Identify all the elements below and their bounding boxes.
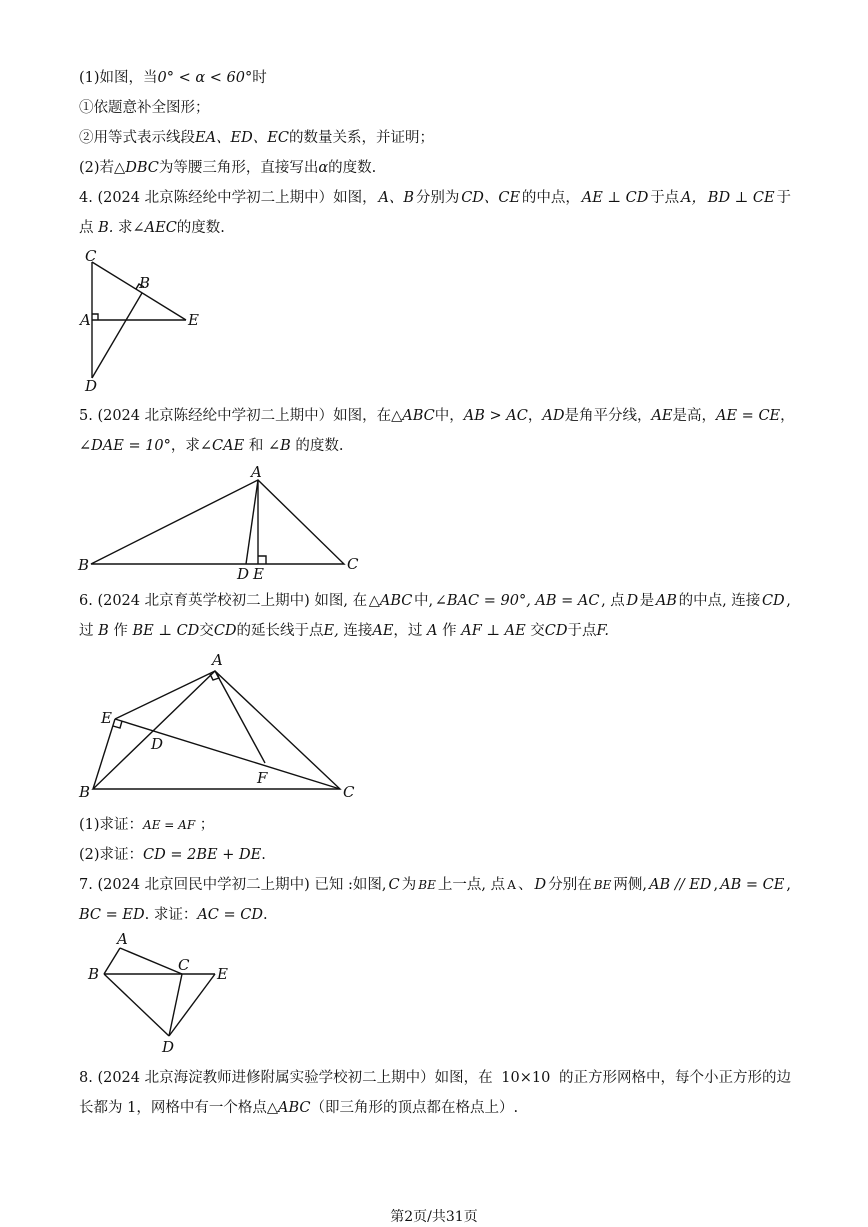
q5-figure	[75, 460, 370, 585]
math: AB // ED	[649, 877, 712, 893]
text: 作	[113, 623, 128, 639]
label-B: B	[88, 965, 100, 983]
math-segments: EA、ED、EC	[195, 130, 289, 146]
text: (2)求证：	[79, 847, 144, 863]
text: 7. (2024 北京回民中学初二上期中) 已知 :如图,	[79, 877, 387, 893]
segment-AF	[215, 671, 265, 763]
math-range: 0° < α < 60°	[157, 70, 253, 86]
text: ①依题意补全图形；	[79, 100, 210, 116]
math: BD ⊥ CE	[707, 190, 775, 206]
q6-figure	[75, 646, 365, 806]
label-A: A	[117, 930, 128, 948]
text: 8. (2024 北京海淀教师进修附属实验学校初二上期中）如图，在	[79, 1070, 493, 1086]
math: AC = CD	[197, 907, 263, 923]
text: .	[261, 847, 266, 863]
segment-AC	[120, 948, 182, 974]
q6-part2	[79, 845, 266, 865]
math: B.	[98, 220, 114, 236]
q4-line2	[79, 218, 225, 238]
text: 交	[199, 623, 214, 639]
math: F.	[596, 623, 609, 639]
text: 于点	[567, 623, 597, 639]
text: 分别在	[548, 877, 592, 893]
label-A: A	[251, 463, 262, 481]
text: ，求	[170, 438, 200, 454]
text: 、	[517, 877, 533, 893]
q6-line1	[79, 591, 791, 611]
text: ,	[786, 877, 791, 893]
math: AE ⊥ CD	[581, 190, 649, 206]
text: 的度数.	[295, 438, 344, 454]
segment-AB	[104, 948, 120, 974]
text: 的中点，	[521, 190, 580, 206]
q7-line1	[79, 875, 791, 895]
text: （即三角形的顶点都在格点上）.	[310, 1100, 519, 1116]
segment-EC	[115, 719, 340, 789]
text: 中，	[434, 408, 464, 424]
math: A	[507, 878, 516, 892]
text: 作	[442, 623, 457, 639]
text: 连接	[343, 623, 373, 639]
math: ∠CAE	[199, 438, 245, 454]
text: 于	[776, 190, 791, 206]
math: BE	[593, 878, 612, 892]
right-angle-mark-E	[258, 556, 266, 564]
math: CD	[761, 593, 785, 609]
math: A、B	[378, 190, 415, 206]
label-A: A	[212, 651, 223, 669]
math: AB = CE	[720, 877, 785, 893]
math: D	[534, 877, 547, 893]
part1-line	[79, 68, 267, 88]
text: 中,	[414, 593, 434, 609]
text: 长都为 1，网格中有一个格点	[79, 1100, 267, 1116]
text: , 点	[601, 593, 625, 609]
math: D	[626, 593, 639, 609]
label-E: E	[217, 965, 228, 983]
q7-figure	[80, 928, 240, 1058]
text: ，	[780, 408, 795, 424]
text: 的数量关系，并证明；	[288, 130, 434, 146]
text: 是角平分线，	[564, 408, 652, 424]
math: AE	[651, 408, 673, 424]
label-F: F	[257, 769, 268, 787]
text: ②用等式表示线段	[79, 130, 195, 146]
text: 交	[530, 623, 545, 639]
label-E: E	[188, 311, 199, 329]
q5-line1	[79, 406, 795, 426]
math: △ABC	[266, 1100, 311, 1116]
label-B: B	[78, 556, 90, 574]
math: C	[388, 877, 400, 893]
text: 为等腰三角形，直接写出	[158, 160, 319, 176]
label-E: E	[101, 709, 112, 727]
math: AE	[372, 623, 394, 639]
math: AD	[542, 408, 565, 424]
text: 求	[117, 220, 133, 236]
text: 于点	[650, 190, 680, 206]
text: ，	[527, 408, 543, 424]
part2-line	[79, 158, 376, 178]
text: 过	[79, 623, 94, 639]
label-D: D	[85, 377, 98, 395]
text: 的度数.	[328, 160, 377, 176]
q8-line2	[79, 1098, 518, 1118]
math: CD	[213, 623, 237, 639]
text: 分别为	[415, 190, 460, 206]
part1-step2	[79, 128, 434, 148]
label-E: E	[253, 565, 264, 583]
math: B	[98, 623, 109, 639]
math: 10×10	[501, 1070, 551, 1086]
math-triangle: △DBC	[114, 160, 159, 176]
text: ；	[199, 817, 215, 833]
text: 的中点, 连接	[678, 593, 761, 609]
text: 为	[401, 877, 417, 893]
text: 6. (2024 北京育英学校初二上期中) 如图, 在	[79, 593, 368, 609]
segment-AD	[246, 480, 258, 564]
math: △ABC	[368, 593, 413, 609]
text: 5. (2024 北京陈经纶中学初二上期中）如图，在	[79, 408, 392, 424]
text: (2)若	[79, 160, 115, 176]
text: 4. (2024 北京陈经纶中学初二上期中）如图，	[79, 190, 377, 206]
q6-part1	[79, 815, 214, 835]
math: ∠BAC = 90°, AB = AC	[434, 593, 600, 609]
q7-line2	[79, 905, 268, 925]
q4-figure	[75, 245, 220, 395]
math: A	[427, 623, 438, 639]
part1-step1	[79, 98, 210, 118]
text: (1)如图，当	[79, 70, 158, 86]
text: (1)求证：	[79, 817, 144, 833]
math: ∠B	[267, 438, 291, 454]
math-alpha: α	[318, 160, 329, 176]
label-D: D	[151, 735, 164, 753]
label-C: C	[85, 247, 97, 265]
text: 是高，	[672, 408, 717, 424]
math: △ABC	[391, 408, 435, 424]
text: ，过	[393, 623, 423, 639]
q8-line1	[79, 1068, 791, 1088]
math: AB > AC	[463, 408, 528, 424]
math: CD = 2BE + DE	[143, 847, 262, 863]
text: ,	[713, 877, 719, 893]
math: A，	[681, 190, 706, 206]
math: AE = AF	[143, 818, 196, 832]
segment-AE	[115, 671, 215, 719]
text: 两侧,	[613, 877, 648, 893]
label-C: C	[343, 783, 355, 801]
math: ∠DAE = 10°	[79, 438, 171, 454]
text: 时	[252, 70, 267, 86]
text: 上一点, 点	[437, 877, 506, 893]
label-D: D	[237, 565, 250, 583]
math: AE = CE	[716, 408, 781, 424]
q5-line2	[79, 436, 343, 456]
math: AB	[655, 593, 677, 609]
label-B: B	[139, 274, 151, 292]
text: ,	[786, 593, 791, 609]
label-C: C	[178, 956, 190, 974]
label-C: C	[347, 555, 359, 573]
label-B: B	[79, 783, 91, 801]
math: BE	[418, 878, 436, 892]
triangle-ABC	[93, 671, 340, 789]
segment-BD	[92, 293, 142, 378]
segment-BD	[104, 974, 169, 1036]
math: CD	[544, 623, 568, 639]
text: . 求证：	[144, 907, 198, 923]
text: 和	[248, 438, 264, 454]
text: 是	[639, 593, 655, 609]
text: .	[262, 907, 268, 923]
math: AF ⊥ AE	[461, 623, 526, 639]
math: ∠AEC	[132, 220, 177, 236]
label-A: A	[80, 311, 91, 329]
right-angle-mark-A	[92, 314, 98, 320]
math: BE ⊥ CD	[132, 623, 200, 639]
page-footer: 第2页/共31页	[390, 1209, 478, 1225]
math: CD、CE	[461, 190, 521, 206]
math: BC = ED	[79, 907, 145, 923]
math: E,	[323, 623, 339, 639]
q4-line1	[79, 188, 791, 208]
text: 的度数.	[176, 220, 225, 236]
triangle-ABC	[91, 480, 344, 564]
label-D: D	[162, 1038, 175, 1056]
q6-line2	[79, 621, 609, 641]
text: 点	[79, 220, 94, 236]
text: 的正方形网格中，每个小正方形的边	[558, 1070, 791, 1086]
text: 的延长线于点	[236, 623, 324, 639]
